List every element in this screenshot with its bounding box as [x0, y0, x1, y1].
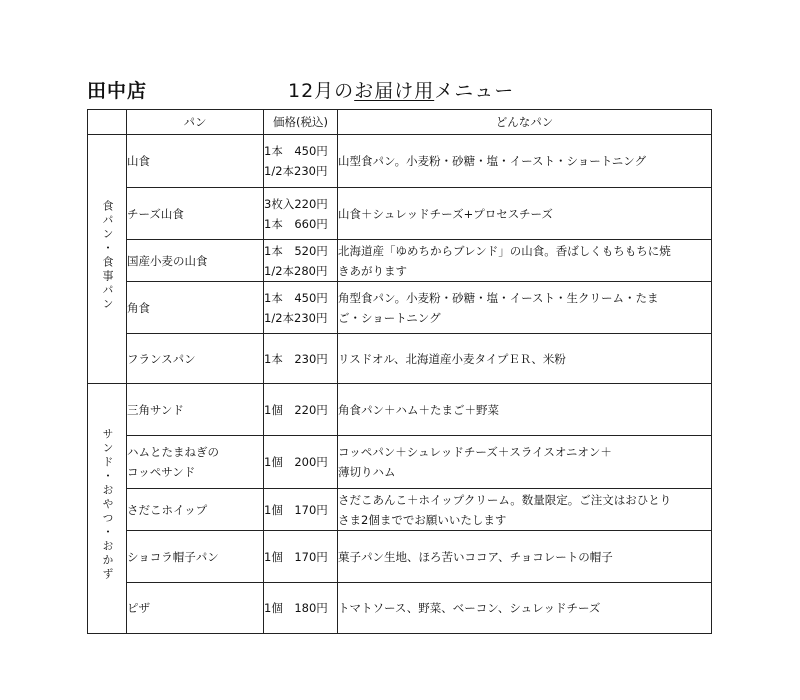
item-price-line: 1/2本230円 — [264, 164, 328, 178]
item-name-line: コッペサンド — [127, 465, 196, 479]
item-price — [264, 489, 338, 531]
item-price — [264, 436, 338, 489]
item-price — [264, 282, 338, 334]
item-desc-line: 山型食パン。小麦粉・砂糖・塩・イースト・ショートニング — [338, 154, 647, 168]
item-desc-line: 菓子パン生地、ほろ苦いココア、チョコレートの帽子 — [338, 549, 613, 564]
table-row — [88, 489, 712, 531]
item-price — [264, 384, 338, 436]
item-price-line: 1/2本280円 — [264, 263, 328, 278]
item-desc-line: 薄切りハム — [338, 465, 396, 479]
item-price — [264, 531, 338, 583]
item-price-line: 1本 660円 — [264, 216, 328, 231]
item-name-line: ピザ — [127, 601, 150, 615]
category-label-text: 食パン・食事パン — [101, 199, 114, 312]
shop-name: 田中店 — [87, 80, 148, 102]
item-desc-line: コッペパン＋シュレッドチーズ＋スライスオニオン＋ — [338, 445, 612, 459]
item-name-line: ショコラ帽子パン — [127, 549, 219, 564]
item-price-line: 1個 220円 — [264, 402, 328, 417]
item-desc — [338, 436, 712, 489]
page-title — [288, 76, 514, 103]
item-desc — [338, 240, 712, 282]
item-name — [127, 489, 264, 531]
item-name — [127, 531, 264, 583]
item-name — [127, 583, 264, 634]
table-row — [88, 188, 712, 240]
item-name — [127, 240, 264, 282]
item-price — [264, 135, 338, 188]
table-row — [88, 531, 712, 583]
menu-table — [87, 109, 712, 634]
item-name — [127, 188, 264, 240]
item-name — [127, 135, 264, 188]
table-row — [88, 135, 712, 188]
item-name — [127, 436, 264, 489]
item-desc-line: 角型食パン。小麦粉・砂糖・塩・イースト・生クリーム・たま — [338, 290, 659, 305]
table-row — [88, 436, 712, 489]
title-underlined: お届け用 — [354, 80, 435, 102]
item-name-line: チーズ山食 — [127, 206, 184, 221]
item-name-line: さだこホイップ — [127, 502, 208, 517]
item-name-line: ハムとたまねぎの — [127, 445, 219, 459]
item-name-line: 三角サンド — [127, 402, 184, 417]
category-label — [88, 135, 127, 384]
item-price-line: 1個 170円 — [264, 502, 328, 517]
item-desc — [338, 188, 712, 240]
item-price — [264, 583, 338, 634]
category-label-text: サンド・おやつ・おかず — [101, 428, 114, 582]
table-row — [88, 240, 712, 282]
title-month: 12月の — [288, 80, 355, 102]
item-name — [127, 334, 264, 384]
table-row — [88, 334, 712, 384]
item-desc-line: 角食パン＋ハム＋たまご＋野菜 — [338, 402, 499, 417]
item-desc-line: トマトソース、野菜、ベーコン、シュレッドチーズ — [338, 601, 601, 615]
item-desc — [338, 282, 712, 334]
table-row — [88, 583, 712, 634]
item-desc-line: リスドオル、北海道産小麦タイプＥＲ、米粉 — [338, 351, 566, 366]
title-rest: メニュー — [434, 80, 515, 102]
item-price — [264, 334, 338, 384]
item-name — [127, 384, 264, 436]
item-price-line: 1個 180円 — [264, 601, 328, 615]
item-price-line: 1本 230円 — [264, 351, 328, 366]
item-price — [264, 240, 338, 282]
header-description: どんなパン — [338, 110, 712, 135]
item-price-line: 1本 450円 — [264, 144, 328, 158]
item-desc — [338, 489, 712, 531]
item-price-line: 1本 520円 — [264, 243, 328, 258]
item-desc-line: さだこあんこ＋ホイップクリーム。数量限定。ご注文はおひとり — [338, 492, 672, 507]
header-bread: パン — [127, 110, 264, 135]
item-desc — [338, 334, 712, 384]
item-desc — [338, 384, 712, 436]
item-price-line: 1/2本230円 — [264, 310, 328, 325]
item-price — [264, 188, 338, 240]
item-desc — [338, 531, 712, 583]
item-desc-line: きあがります — [338, 263, 407, 278]
header-row — [88, 110, 712, 135]
table-row — [88, 384, 712, 436]
header-price: 価格(税込) — [264, 110, 338, 135]
item-price-line: 1個 170円 — [264, 549, 328, 564]
item-desc — [338, 583, 712, 634]
item-name-line: 山食 — [127, 154, 150, 168]
item-name — [127, 282, 264, 334]
item-desc-line: 山食＋シュレッドチーズ+プロセスチーズ — [338, 206, 553, 221]
item-name-line: 角食 — [127, 300, 150, 315]
item-price-line: 3枚入220円 — [264, 196, 328, 211]
category-label — [88, 384, 127, 634]
item-desc-line: さま2個まででお願いいたします — [338, 512, 507, 527]
item-desc — [338, 135, 712, 188]
item-price-line: 1本 450円 — [264, 290, 328, 305]
item-price-line: 1個 200円 — [264, 455, 328, 469]
item-name-line: 国産小麦の山食 — [127, 253, 208, 268]
header-blank — [88, 110, 127, 135]
item-name-line: フランスパン — [127, 351, 196, 366]
item-desc-line: 北海道産「ゆめちからブレンド」の山食。香ばしくもちもちに焼 — [338, 243, 671, 258]
item-desc-line: ご・ショートニング — [338, 310, 441, 325]
table-row — [88, 282, 712, 334]
